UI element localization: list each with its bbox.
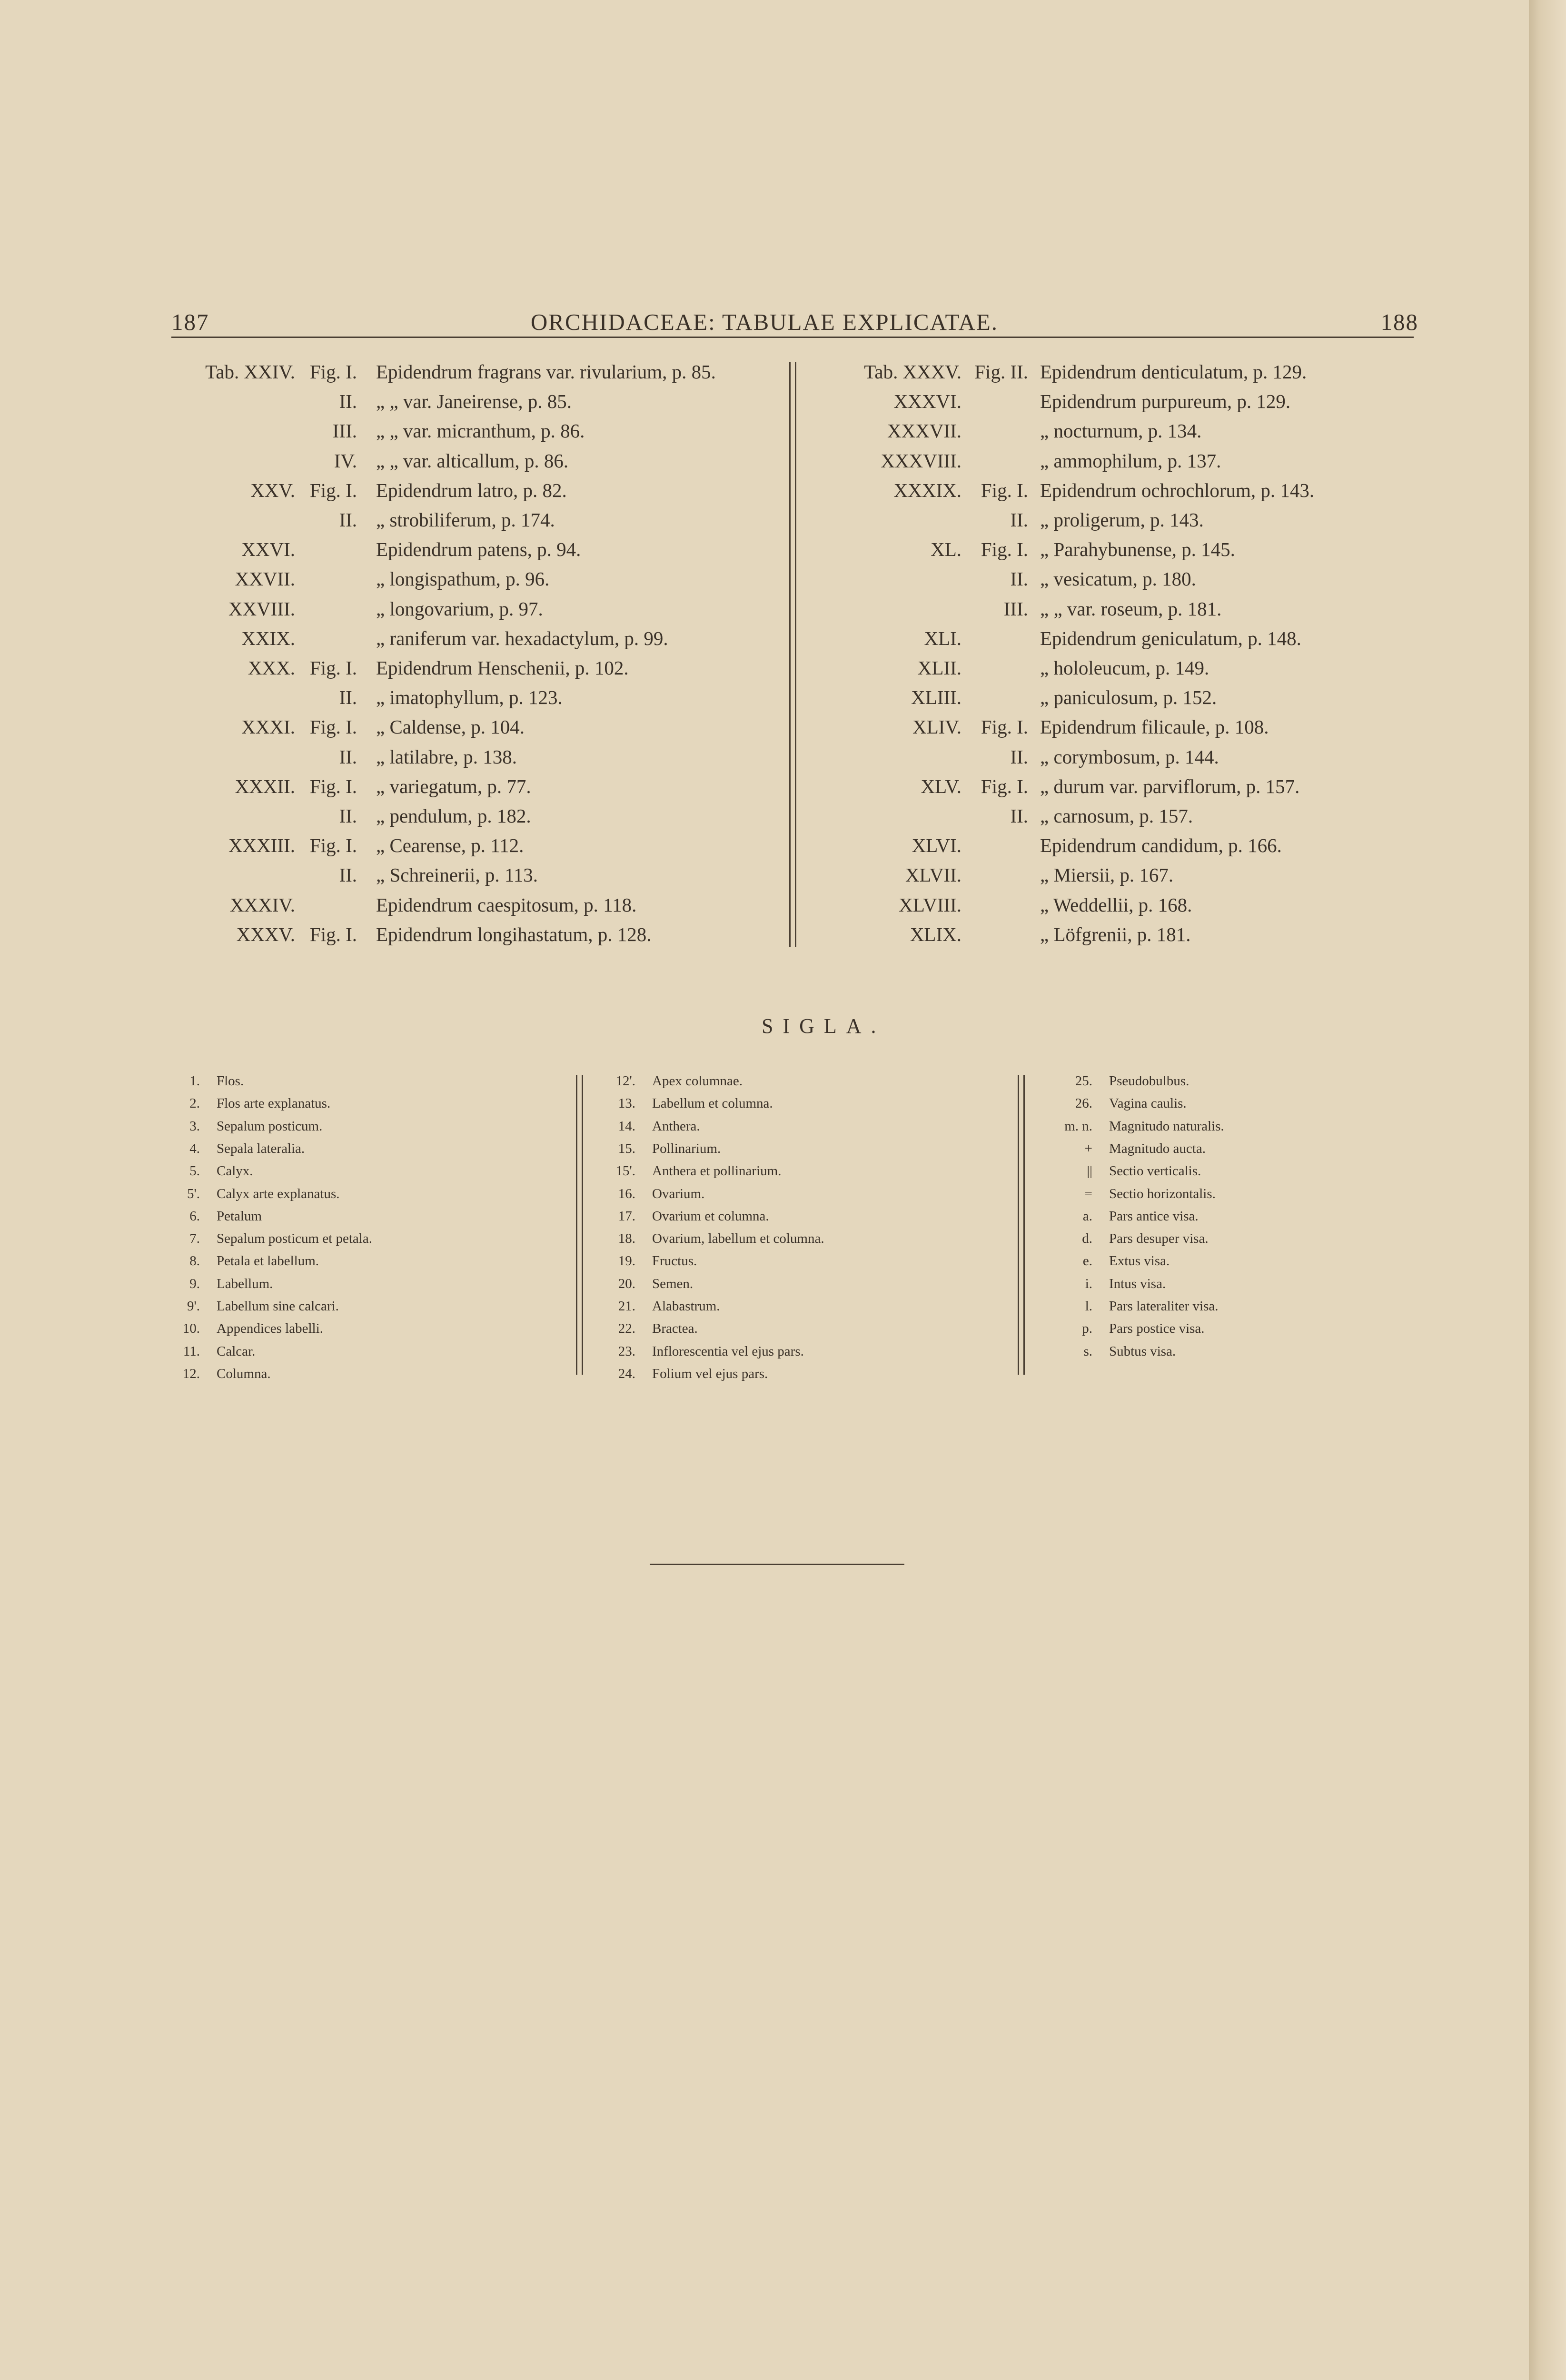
plate-description: „ Weddellii, p. 168. — [1040, 893, 1192, 916]
plate-description: „ durum var. parviflorum, p. 157. — [1040, 775, 1300, 797]
sigla-meaning: Pars lateraliter visa. — [1109, 1299, 1219, 1314]
sigla-symbol: 19. — [618, 1253, 635, 1269]
sigla-meaning: Flos. — [217, 1073, 244, 1089]
sigla-symbol: i. — [1085, 1276, 1092, 1291]
page-title: ORCHIDACEAE: TABULAE EXPLICATAE. — [530, 309, 999, 335]
sigla-meaning: Magnitudo aucta. — [1109, 1140, 1206, 1156]
sigla-meaning: Pars postice visa. — [1109, 1321, 1205, 1337]
figure-number: Fig. I. — [981, 479, 1028, 501]
figure-number: II. — [339, 686, 357, 709]
sigla-symbol: 8. — [189, 1253, 200, 1269]
plate-number: XXXVI. — [893, 390, 961, 413]
plate-description: Epidendrum geniculatum, p. 148. — [1040, 627, 1301, 649]
sigla-symbol: 21. — [618, 1299, 635, 1314]
sigla-symbol: 11. — [183, 1343, 200, 1359]
sigla-meaning: Sectio horizontalis. — [1109, 1186, 1216, 1201]
sigla-symbol: 3. — [189, 1118, 200, 1134]
figure-number: Fig. I. — [309, 775, 357, 797]
plate-number: XLV. — [921, 775, 961, 797]
plate-description: Epidendrum caespitosum, p. 118. — [376, 893, 637, 916]
plate-description: „ corymbosum, p. 144. — [1040, 745, 1219, 768]
plate-number: XXVIII. — [228, 597, 295, 620]
plate-description: „ paniculosum, p. 152. — [1040, 686, 1217, 709]
sigla-symbol: || — [1087, 1163, 1092, 1179]
plate-description: „ hololeucum, p. 149. — [1040, 657, 1209, 679]
sigla-meaning: Sepalum posticum. — [217, 1118, 323, 1134]
sigla-symbol: 10. — [182, 1321, 200, 1337]
plate-number: XXVII. — [235, 568, 295, 590]
sigla-symbol: 4. — [189, 1140, 200, 1156]
plate-description: Epidendrum filicaule, p. 108. — [1040, 716, 1269, 738]
sigla-symbol: p. — [1082, 1321, 1092, 1337]
plate-description: „ vesicatum, p. 180. — [1040, 568, 1196, 590]
sigla-meaning: Ovarium, labellum et columna. — [652, 1231, 824, 1247]
figure-number: Fig. I. — [981, 716, 1028, 738]
figure-number: II. — [339, 745, 357, 768]
plate-description: „ „ var. alticallum, p. 86. — [376, 449, 569, 472]
closing-rule — [650, 1564, 904, 1565]
sigla-symbol: 25. — [1075, 1073, 1092, 1089]
plate-description: „ longispathum, p. 96. — [376, 568, 550, 590]
plate-number: XXXI. — [241, 716, 295, 738]
right-page-number: 188 — [1380, 309, 1418, 335]
sigla-symbol: = — [1084, 1186, 1092, 1201]
sigla-meaning: Anthera et pollinarium. — [652, 1163, 782, 1179]
sigla-symbol: 13. — [618, 1096, 635, 1111]
plate-description: Epidendrum ochrochlorum, p. 143. — [1040, 479, 1315, 501]
plate-description: Epidendrum fragrans var. rivularium, p. 85. — [376, 361, 716, 383]
sigla-meaning: Folium vel ejus pars. — [652, 1366, 768, 1381]
plate-number: Tab. XXXV. — [864, 361, 961, 383]
sigla-symbol: a. — [1082, 1208, 1092, 1224]
sigla-symbol: 18. — [618, 1231, 635, 1247]
sigla-meaning: Magnitudo naturalis. — [1109, 1118, 1224, 1134]
figure-number: II. — [1010, 568, 1028, 590]
sigla-symbol: s. — [1083, 1343, 1092, 1359]
figure-number: Fig. II. — [974, 361, 1028, 383]
plate-description: „ Schreinerii, p. 113. — [376, 864, 538, 886]
plate-number: XLI. — [924, 627, 961, 649]
plate-description: Epidendrum latro, p. 82. — [376, 479, 567, 501]
column-divider-left — [789, 362, 791, 947]
sigla-symbol: 26. — [1075, 1096, 1092, 1111]
sigla-divider-1a — [576, 1075, 577, 1375]
sigla-meaning: Sectio verticalis. — [1109, 1163, 1201, 1179]
sigla-symbol: m. n. — [1064, 1118, 1092, 1134]
figure-number: III. — [1003, 597, 1028, 620]
sigla-symbol: d. — [1082, 1231, 1092, 1247]
sigla-divider-2b — [1023, 1075, 1025, 1375]
plate-number: XL. — [931, 538, 961, 561]
plate-number: XLVI. — [912, 834, 961, 857]
plate-description: „ „ var. Janeirense, p. 85. — [376, 390, 572, 413]
plate-description: „ carnosum, p. 157. — [1040, 805, 1193, 827]
sigla-symbol: 1. — [189, 1073, 200, 1089]
plate-description: „ imatophyllum, p. 123. — [376, 686, 563, 709]
sigla-meaning: Labellum sine calcari. — [217, 1299, 339, 1314]
sigla-meaning: Flos arte explanatus. — [217, 1096, 331, 1111]
sigla-meaning: Bractea. — [652, 1321, 698, 1337]
sigla-symbol: 15'. — [615, 1163, 635, 1179]
figure-number: II. — [339, 805, 357, 827]
sigla-meaning: Pars desuper visa. — [1109, 1231, 1209, 1247]
plate-number: XLII. — [917, 657, 961, 679]
plate-description: „ pendulum, p. 182. — [376, 805, 531, 827]
plate-description: „ Löfgrenii, p. 181. — [1040, 923, 1191, 945]
sigla-symbol: 24. — [618, 1366, 635, 1381]
sigla-meaning: Sepala lateralia. — [217, 1140, 305, 1156]
figure-number: Fig. I. — [309, 834, 357, 857]
plate-description: „ strobiliferum, p. 174. — [376, 509, 555, 531]
sigla-meaning: Subtus visa. — [1109, 1343, 1176, 1359]
sigla-symbol: 16. — [618, 1186, 635, 1201]
plate-description: „ raniferum var. hexadactylum, p. 99. — [376, 627, 668, 649]
sigla-meaning: Appendices labelli. — [217, 1321, 323, 1337]
sigla-symbol: 17. — [618, 1208, 635, 1224]
sigla-meaning: Pseudobulbus. — [1109, 1073, 1189, 1089]
sigla-meaning: Anthera. — [652, 1118, 700, 1134]
plate-description: Epidendrum patens, p. 94. — [376, 538, 581, 561]
plate-number: XLIX. — [910, 923, 961, 945]
sigla-meaning: Columna. — [217, 1366, 271, 1381]
sigla-meaning: Extus visa. — [1109, 1253, 1170, 1269]
page-edge — [1529, 0, 1566, 2380]
plate-description: „ nocturnum, p. 134. — [1040, 420, 1202, 442]
sigla-symbol: 22. — [618, 1321, 635, 1337]
plate-number: XXXIX. — [893, 479, 961, 501]
sigla-meaning: Petalum — [217, 1208, 262, 1224]
sigla-meaning: Calyx arte explanatus. — [217, 1186, 340, 1201]
sigla-meaning: Alabastrum. — [652, 1299, 720, 1314]
sigla-heading: SIGLA. — [762, 1014, 886, 1038]
plate-number: XXV. — [250, 479, 295, 501]
plate-number: XXIX. — [241, 627, 295, 649]
sigla-meaning: Ovarium et columna. — [652, 1208, 769, 1224]
sigla-meaning: Pars antice visa. — [1109, 1208, 1199, 1224]
plate-number: XLVIII. — [899, 893, 961, 916]
figure-number: II. — [1010, 745, 1028, 768]
sigla-meaning: Ovarium. — [652, 1186, 705, 1201]
sigla-symbol: + — [1084, 1140, 1092, 1156]
sigla-symbol: 12'. — [615, 1073, 635, 1089]
sigla-meaning: Petala et labellum. — [217, 1253, 319, 1269]
plate-number: XXXII. — [235, 775, 295, 797]
figure-number: Fig. I. — [309, 479, 357, 501]
sigla-symbol: 6. — [189, 1208, 200, 1224]
plate-description: „ Cearense, p. 112. — [376, 834, 524, 857]
sigla-symbol: 14. — [618, 1118, 635, 1134]
figure-number: II. — [1010, 509, 1028, 531]
plate-description: Epidendrum longihastatum, p. 128. — [376, 923, 652, 945]
plate-description: „ longovarium, p. 97. — [376, 597, 543, 620]
sigla-symbol: 23. — [618, 1343, 635, 1359]
plate-description: „ „ var. micranthum, p. 86. — [376, 420, 585, 442]
plate-description: „ Caldense, p. 104. — [376, 716, 525, 738]
sigla-meaning: Inflorescentia vel ejus pars. — [652, 1343, 804, 1359]
figure-number: Fig. I. — [981, 775, 1028, 797]
sigla-symbol: 9. — [189, 1276, 200, 1291]
plate-number: XXXIII. — [228, 834, 295, 857]
plate-number: XLIII. — [911, 686, 961, 709]
figure-number: Fig. I. — [309, 657, 357, 679]
figure-number: II. — [339, 864, 357, 886]
sigla-meaning: Vagina caulis. — [1109, 1096, 1187, 1111]
figure-number: Fig. I. — [309, 716, 357, 738]
sigla-meaning: Labellum. — [217, 1276, 273, 1291]
plate-number: XXXVIII. — [881, 449, 961, 472]
plate-number: Tab. XXIV. — [205, 361, 295, 383]
plate-description: Epidendrum denticulatum, p. 129. — [1040, 361, 1307, 383]
sigla-meaning: Intus visa. — [1109, 1276, 1166, 1291]
sigla-meaning: Labellum et columna. — [652, 1096, 773, 1111]
sigla-symbol: e. — [1082, 1253, 1092, 1269]
sigla-meaning: Calyx. — [217, 1163, 253, 1179]
sigla-meaning: Pollinarium. — [652, 1140, 721, 1156]
sigla-symbol: 12. — [182, 1366, 200, 1381]
sigla-symbol: 20. — [618, 1276, 635, 1291]
plate-description: „ variegatum, p. 77. — [376, 775, 531, 797]
plate-description: Epidendrum candidum, p. 166. — [1040, 834, 1282, 857]
figure-number: II. — [339, 509, 357, 531]
plate-description: „ latilabre, p. 138. — [376, 745, 517, 768]
plate-number: XLIV. — [912, 716, 961, 738]
plate-number: XXXVII. — [887, 420, 961, 442]
figure-number: Fig. I. — [981, 538, 1028, 561]
sigla-meaning: Sepalum posticum et petala. — [217, 1231, 372, 1247]
figure-number: Fig. I. — [309, 923, 357, 945]
sigla-meaning: Semen. — [652, 1276, 694, 1291]
plate-number: XXXV. — [236, 923, 295, 945]
figure-number: IV. — [334, 449, 357, 472]
sigla-symbol: 7. — [189, 1231, 200, 1247]
sigla-meaning: Calcar. — [217, 1343, 256, 1359]
plate-description: „ „ var. roseum, p. 181. — [1040, 597, 1222, 620]
sigla-meaning: Fructus. — [652, 1253, 697, 1269]
plate-description: „ Parahybunense, p. 145. — [1040, 538, 1235, 561]
plate-description: „ Miersii, p. 167. — [1040, 864, 1174, 886]
figure-number: II. — [339, 390, 357, 413]
column-divider-right — [795, 362, 796, 947]
plate-number: XXX. — [248, 657, 295, 679]
sigla-symbol: 9'. — [187, 1299, 200, 1314]
plate-description: Epidendrum Henschenii, p. 102. — [376, 657, 629, 679]
sigla-symbol: 2. — [189, 1096, 200, 1111]
left-page-number: 187 — [171, 309, 209, 335]
plate-description: „ proligerum, p. 143. — [1040, 509, 1204, 531]
header-rule — [171, 337, 1414, 338]
sigla-divider-1b — [582, 1075, 583, 1375]
figure-number: Fig. I. — [309, 361, 357, 383]
plate-description: „ ammophilum, p. 137. — [1040, 449, 1221, 472]
sigla-divider-2a — [1018, 1075, 1019, 1375]
sigla-symbol: 15. — [618, 1140, 635, 1156]
figure-number: II. — [1010, 805, 1028, 827]
sigla-symbol: l. — [1085, 1299, 1092, 1314]
sigla-symbol: 5. — [189, 1163, 200, 1179]
sigla-meaning: Apex columnae. — [652, 1073, 743, 1089]
plate-number: XXVI. — [241, 538, 295, 561]
figure-number: III. — [332, 420, 357, 442]
sigla-symbol: 5'. — [187, 1186, 200, 1201]
plate-description: Epidendrum purpureum, p. 129. — [1040, 390, 1291, 413]
plate-number: XXXIV. — [229, 893, 295, 916]
plate-number: XLVII. — [905, 864, 961, 886]
